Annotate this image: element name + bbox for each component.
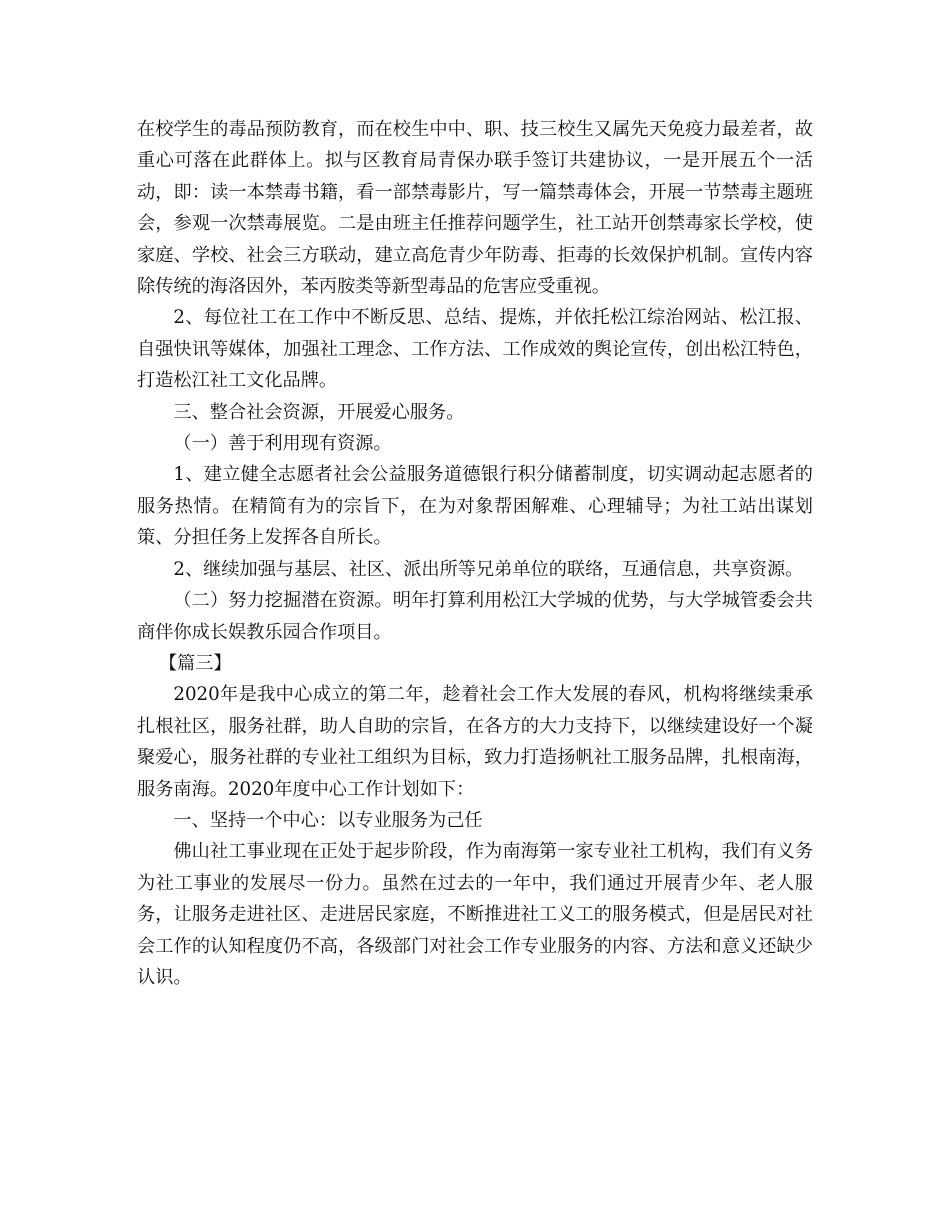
document-body [137, 114, 813, 993]
subsection-heading-potential-resources: （二）努力挖掘潜在资源。明年打算利用松江大学城的优势，与大学城管委会共商伴你成长娱教乐园合作项目。 [137, 590, 813, 643]
section-heading-integrate-resources: 三、整合社会资源，开展爱心服务。 [173, 401, 465, 423]
paragraph-drug-prevention-continued: 在校学生的毒品预防教育，而在校生中中、职、技三校生又属先天免疫力最差者，故重心可落在此群体上。拟与区教育局青保办联手签订共建协议，一是开展五个一活动，即：读一本禁毒书籍，看一部禁毒影片，写一篇禁毒体会，开展一节禁毒主题班会，参观一次禁毒展览。二是由班主任推荐问题学生，社工站开创禁毒家长学校，使家庭、学校、社会三方联动，建立高危青少年防毒、拒毒的长效保护机制。宣传内容除传统的海洛因外，苯丙胺类等新型毒品的危害应受重视。 [137, 119, 813, 298]
subsection-heading-existing-resources: （一）善于利用现有资源。 [173, 433, 392, 455]
chapter-heading-part-three: 【篇三】 [158, 652, 232, 674]
section-heading-one-center: 一、坚持一个中心：以专业服务为己任 [173, 809, 483, 831]
paragraph-2020-intro: 2020年是我中心成立的第二年，趁着社会工作大发展的春风，机构将继续秉承扎根社区，服务社群，助人自助的宗旨，在各方的大力支持下，以继续建设好一个凝聚爱心，服务社群的专业社工组织为目标，致力打造扬帆社工服务品牌，扎根南海，服务南海。2020年度中心工作计划如下： [137, 684, 813, 800]
paragraph-liaison: 2、继续加强与基层、社区、派出所等兄弟单位的联络，互通信息，共享资源。 [173, 558, 804, 580]
paragraph-volunteer-system: 1、建立健全志愿者社会公益服务道德银行积分储蓄制度，切实调动起志愿者的服务热情。在精简有为的宗旨下，在为对象帮困解难、心理辅导；为社工站出谋划策、分担任务上发挥各自所长。 [137, 464, 813, 549]
paragraph-foshan-social-work: 佛山社工事业现在正处于起步阶段，作为南海第一家专业社工机构，我们有义务为社工事业的发展尽一份力。虽然在过去的一年中，我们通过开展青少年、老人服务，让服务走进社区、走进居民家庭，不断推进社工义工的服务模式，但是居民对社会工作的认知程度仍不高，各级部门对社会工作专业服务的内容、方法和意义还缺少认识。 [137, 841, 813, 988]
paragraph-publicity: 2、每位社工在工作中不断反思、总结、提炼，并依托松江综治网站、松江报、自强快讯等媒体，加强社工理念、工作方法、工作成效的舆论宣传，创出松江特色，打造松江社工文化品牌。 [137, 307, 813, 392]
